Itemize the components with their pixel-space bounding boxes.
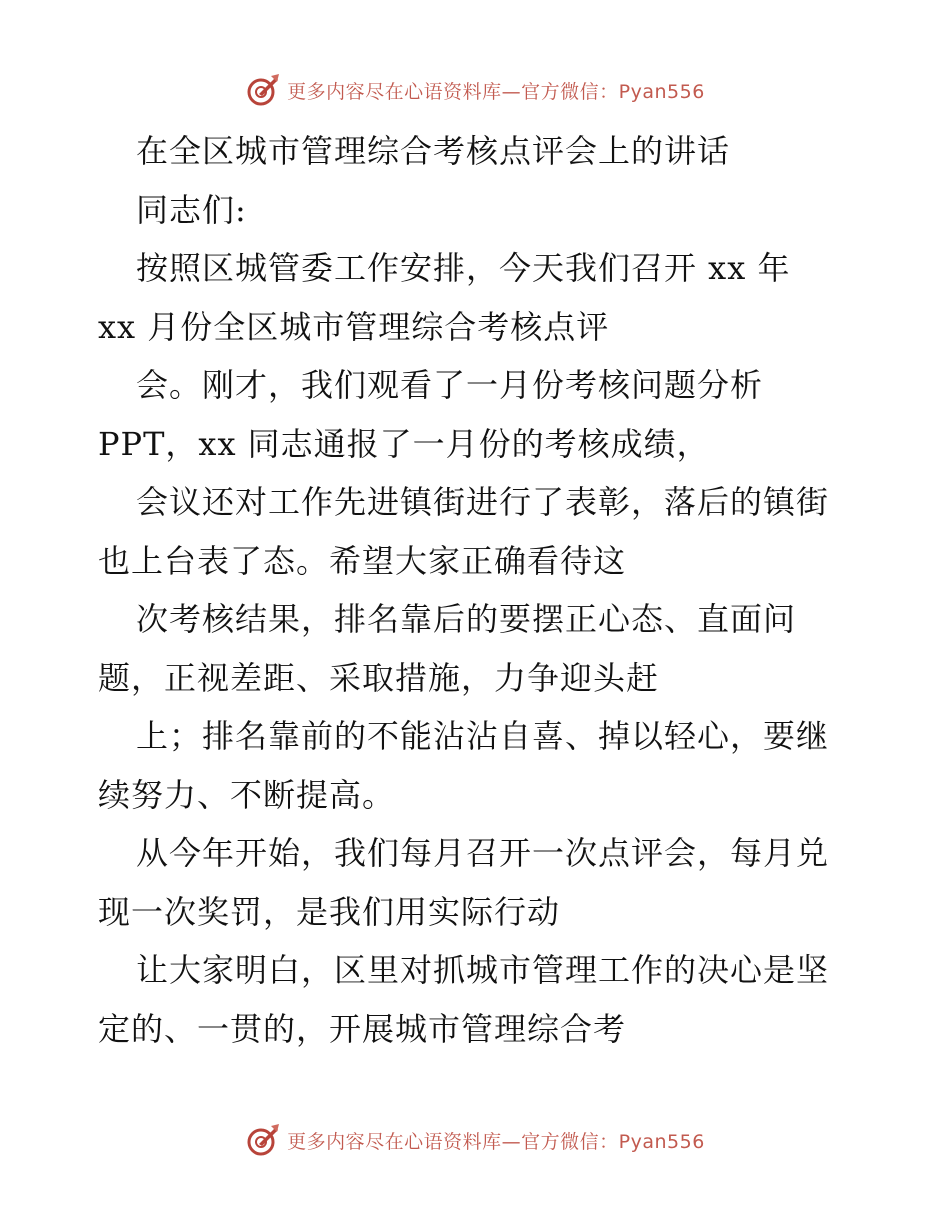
text-line: 定的、一贯的，开展城市管理综合考: [98, 1009, 627, 1048]
text-line: 也上台表了态。希望大家正确看待这: [98, 541, 627, 580]
header-watermark: [0, 70, 950, 110]
document-body: [98, 122, 858, 1058]
text-line: PPT，xx 同志通报了一月份的考核成绩，: [98, 424, 710, 463]
text-line: 题，正视差距、采取措施，力争迎头赶: [98, 658, 660, 697]
footer-watermark: [0, 1120, 950, 1160]
text-line: 从今年开始，我们每月召开一次点评会，每月兑: [136, 834, 830, 872]
text-line: 上；排名靠前的不能沾沾自喜、掉以轻心，要继: [136, 717, 830, 755]
watermark-text: 更多内容尽在心语资料库—官方微信：Pyan556: [287, 80, 705, 103]
text-line: 会。刚才，我们观看了一月份考核问题分析: [136, 366, 764, 404]
text-line: 次考核结果，排名靠后的要摆正心态、直面问: [136, 600, 797, 638]
quill-logo-icon: [245, 1122, 281, 1158]
text-line: 现一次奖罚，是我们用实际行动: [98, 892, 561, 931]
text-line: 按照区城管委工作安排，今天我们召开 xx 年: [136, 249, 791, 287]
watermark-text: 更多内容尽在心语资料库—官方微信：Pyan556: [287, 1130, 705, 1153]
text-line: 同志们:: [136, 190, 247, 229]
text-line: 续努力、不断提高。: [98, 775, 396, 814]
text-line: 让大家明白，区里对抓城市管理工作的决心是坚: [136, 951, 830, 989]
text-line: 会议还对工作先进镇街进行了表彰，落后的镇街: [136, 483, 830, 521]
text-line: 在全区城市管理综合考核点评会上的讲话: [136, 132, 731, 170]
text-line: xx 月份全区城市管理综合考核点评: [98, 307, 610, 346]
quill-logo-icon: [245, 72, 281, 108]
